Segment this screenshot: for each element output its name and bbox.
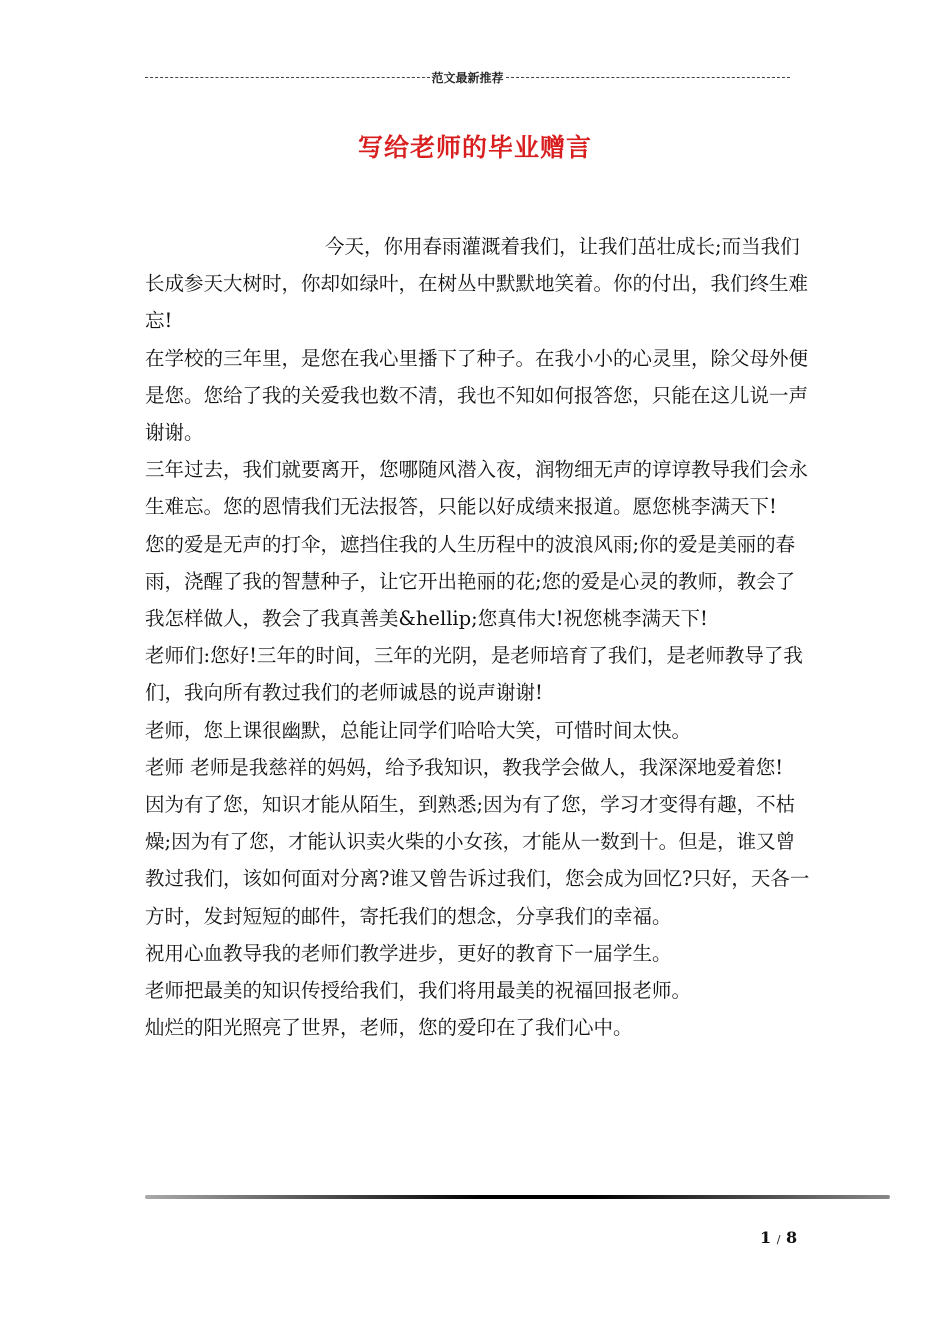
page-total: 8 [786, 1228, 798, 1247]
page-current: 1 [760, 1228, 772, 1247]
page-number [760, 1228, 820, 1247]
header-label: 范文最新推荐 [431, 70, 504, 85]
paragraph-3: 三年过去，我们就要离开，您哪随风潜入夜，润物细无声的谆谆教导我们会永生难忘。您的恩情我们无法报答，只能以好成绩来报道。愿您桃李满天下! [145, 458, 809, 519]
paragraph-10: 老师把最美的知识传授给我们，我们将用最美的祝福回报老师。 [145, 979, 692, 1003]
paragraph-9: 祝用心血教导我的老师们教学进步，更好的教育下一届学生。 [145, 941, 672, 965]
footer-divider [145, 1195, 890, 1199]
paragraph-8: 因为有了您，知识才能从陌生，到熟悉;因为有了您，学习才变得有趣，不枯燥;因为有了您，才能认识卖火柴的小女孩，才能从一数到十。但是，谁又曾教过我们，该如何面对分离?谁又曾告诉过我们，您会成为回忆?只好，天各一方时，发封短短的邮件，寄托我们的想念，分享我们的幸福。 [145, 793, 810, 928]
document-body [145, 228, 811, 1046]
paragraph-1: 今天，你用春雨灌溉着我们，让我们茁壮成长;而当我们长成参天大树时，你却如绿叶，在树丛中默默地笑着。你的付出，我们终生难忘! [145, 235, 809, 333]
paragraph-7: 老师 老师是我慈祥的妈妈，给予我知识，教我学会做人，我深深地爱着您! [145, 755, 784, 779]
paragraph-4: 您的爱是无声的打伞，遮挡住我的人生历程中的波浪风雨;你的爱是美丽的春雨，浇醒了我的智慧种子，让它开出艳丽的花;您的爱是心灵的教师，教会了我怎样做人，教会了我真善美&hellip;您真伟大!祝您桃李满天下! [145, 532, 796, 631]
paragraph-6: 老师，您上课很幽默，总能让同学们哈哈大笑，可惜时间太快。 [145, 718, 692, 742]
paragraph-11: 灿烂的阳光照亮了世界，老师，您的爱印在了我们心中。 [145, 1016, 633, 1040]
header-dash-left [145, 77, 430, 78]
paragraph-5: 老师们:您好!三年的时间，三年的光阴，是老师培育了我们，是老师教导了我们，我向所有教过我们的老师诚恳的说声谢谢! [145, 644, 803, 705]
header-dash-right [506, 77, 791, 78]
page-separator: / [776, 1233, 781, 1246]
paragraph-2: 在学校的三年里，是您在我心里播下了种子。在我小小的心灵里，除父母外便是您。您给了我的关爱我也数不清，我也不知如何报答您，只能在这儿说一声谢谢。 [145, 346, 809, 445]
document-title: 写给老师的毕业赠言 [357, 133, 592, 162]
header-banner [145, 68, 790, 86]
